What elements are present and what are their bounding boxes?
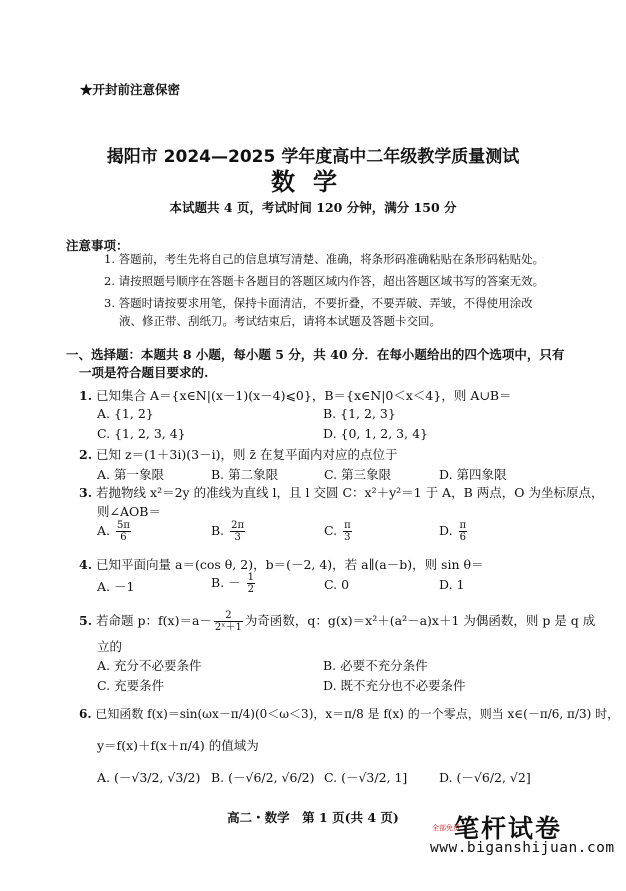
q1-text: 已知集合 A＝{x∈N|(x－1)(x－4)⩽0}，B＝{x∈N|0＜x＜4}，则 A∪B＝ [96, 388, 512, 403]
q5-text-pre: 若命题 p：f(x)＝a－ [96, 613, 212, 628]
q2-option-b: B. 第二象限 [211, 467, 279, 482]
q1-option-d: D. {0, 1, 2, 3, 4} [323, 426, 428, 441]
q2-number: 2. [79, 447, 93, 462]
section1-heading: 一、选择题：本题共 8 小题，每小题 5 分，共 40 分．在每小题给出的四个选项中，只有 [66, 347, 565, 362]
q3-option-a-label: A. [97, 523, 111, 538]
q1-stem [79, 386, 512, 404]
note-item-3-cont: 液、修正带、刮纸刀。考试结束后，请将本试题及答题卡交回。 [119, 314, 441, 328]
q2-stem [79, 445, 398, 463]
q6-text: 已知函数 f(x)＝sin(ωx－π/4)(0＜ω＜3)，x＝π/8 是 f(x) 的一个零点，则当 x∈(－π/6, π/3) 时， [95, 707, 620, 721]
q6-number: 6. [79, 707, 92, 721]
q4-option-b-frac: $\frac{1}{2}$ [247, 572, 254, 595]
q3-option-d-frac: $\frac{\pi}{6}$ [459, 520, 467, 543]
watermark-brand: 笔杆试卷 [454, 814, 563, 843]
exam-info: 本试题共 4 页，考试时间 120 分钟，满分 150 分 [169, 200, 457, 215]
q3-text-cont: 则∠AOB＝ [97, 504, 161, 519]
q3-option-c-label: C. [324, 523, 338, 538]
q5-option-b: B. 必要不充分条件 [323, 658, 428, 673]
watermark-free-label: 全部免费 [432, 824, 460, 832]
q5-frac: $\frac{2}{\text{2ˣ＋1}}$ [214, 610, 242, 633]
section1-heading-cont: 一项是符合题目要求的. [79, 365, 209, 380]
q1-option-c: C. {1, 2, 3, 4} [97, 426, 186, 441]
note-item-2: 2. 请按照题号顺序在答题卡各题目的答题区域内作答，超出答题区域书写的答案无效。 [104, 274, 545, 288]
q4-option-c: C. 0 [324, 577, 350, 592]
q6-option-c: C. (－√3/2, 1] [324, 770, 408, 785]
q1-number: 1. [79, 388, 93, 403]
note-item-3: 3. 答题时请按要求用笔，保持卡面清洁，不要折叠，不要弄破、弄皱，不得使用涂改 [104, 296, 533, 310]
q4-option-d: D. 1 [439, 577, 465, 592]
q3-option-a [97, 520, 133, 543]
subject-title: 数学 [271, 168, 355, 196]
q3-option-c [324, 520, 354, 543]
q3-text: 若抛物线 x²＝2y 的准线为直线 l，且 l 交圆 C：x²＋y²＝1 于 A，B 两点，O 为坐标原点， [96, 485, 604, 500]
q5-option-d: D. 既不充分也不必要条件 [323, 678, 466, 693]
q2-option-a: A. 第一象限 [97, 467, 164, 482]
q4-option-b [211, 572, 257, 595]
exam-title: 揭阳市 2024—2025 学年度高中二年级教学质量测试 [106, 147, 520, 167]
q3-option-d-label: D. [439, 523, 453, 538]
page-footer: 高二・数学 第 1 页(共 4 页) [227, 810, 399, 825]
q5-stem [79, 610, 595, 633]
q3-option-b-label: B. [211, 523, 225, 538]
q1-option-b: B. {1, 2, 3} [323, 406, 396, 421]
q3-number: 3. [79, 485, 93, 500]
q1-option-a: A. {1, 2} [97, 406, 154, 421]
q3-option-b-frac: $\frac{2\pi}{3}$ [231, 520, 245, 543]
q3-option-c-frac: $\frac{\pi}{3}$ [344, 520, 351, 543]
q6-option-b: B. (－√6/2, √6/2) [211, 770, 315, 785]
q4-number: 4. [79, 557, 93, 572]
watermark-url: www.biganshijuan.com [430, 840, 615, 856]
q2-option-c: C. 第三象限 [324, 467, 392, 482]
q5-number: 5. [79, 613, 93, 628]
q5-option-a: A. 充分不必要条件 [97, 658, 202, 673]
q5-option-c: C. 充要条件 [97, 678, 165, 693]
q3-option-b [211, 520, 247, 543]
q4-text: 已知平面向量 a＝(cos θ, 2)，b＝(－2, 4)，若 a∥(a－b)，则 sin θ＝ [96, 557, 484, 572]
q5-text-cont: 立的 [97, 639, 123, 654]
q6-option-d: D. (－√6/2, √2] [439, 770, 531, 785]
q2-option-d: D. 第四象限 [439, 467, 507, 482]
q4-stem [79, 555, 484, 573]
q3-stem [79, 483, 603, 501]
q3-option-d [439, 520, 469, 543]
q6-option-a: A. (－√3/2, √3/2) [97, 770, 201, 785]
notes-heading: 注意事项： [66, 238, 129, 253]
q4-option-a: A. －1 [97, 579, 135, 594]
q4-option-b-label: B. － [211, 575, 241, 590]
confidential-notice: ★开封前注意保密 [80, 82, 181, 97]
note-item-1: 1. 答题前，考生先将自己的信息填写清楚、准确，将条形码准确粘贴在条形码粘贴处。 [104, 252, 545, 266]
q3-option-a-frac: $\frac{5\pi}{6}$ [117, 520, 130, 543]
q5-text-post: 为奇函数，q：g(x)＝x²＋(a²－a)x＋1 为偶函数，则 p 是 q 成 [244, 613, 596, 628]
q6-stem [79, 705, 619, 722]
q2-text: 已知 z＝(1＋3i)(3－i)，则 z̄ 在复平面内对应的点位于 [96, 447, 398, 462]
q6-text-cont: y＝f(x)＋f(x＋π/4) 的值域为 [97, 738, 259, 753]
